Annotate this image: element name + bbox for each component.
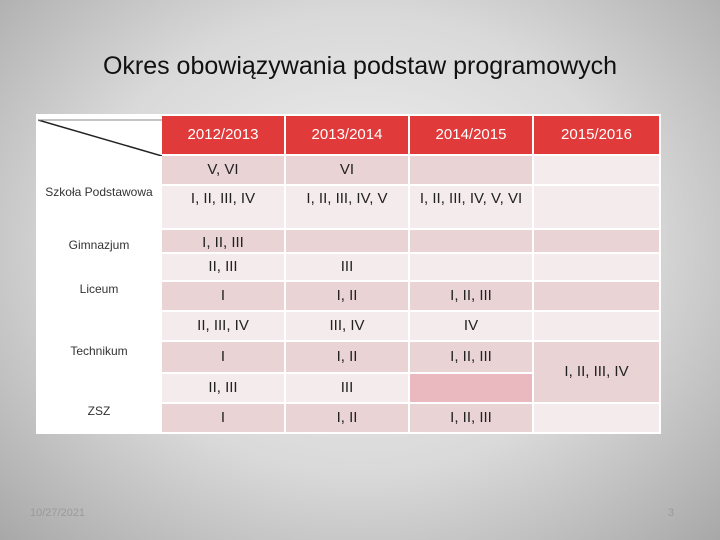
footer-date: 10/27/2021: [30, 507, 86, 519]
table-row: [37, 341, 660, 373]
year-header: 2012/2013: [161, 115, 285, 155]
table-cell: [409, 155, 533, 185]
slide-title: Okres obowiązywania podstaw programowych: [102, 52, 618, 80]
table-cell: [409, 229, 533, 253]
table-cell: III: [285, 373, 409, 403]
curriculum-table: [36, 114, 661, 434]
table-cell: I: [161, 403, 285, 433]
year-header: 2013/2014: [285, 115, 409, 155]
table-cell: [409, 373, 533, 403]
school-label-szkola: Szkoła Podstawowa: [37, 155, 161, 229]
table-cell: I, II: [285, 281, 409, 311]
table-cell: I: [161, 341, 285, 373]
table-cell: V, VI: [161, 155, 285, 185]
table-cell: [533, 185, 660, 229]
table-cell: VI: [285, 155, 409, 185]
table-cell: I, II, III, IV: [161, 185, 285, 229]
table-cell: [285, 229, 409, 253]
table-header-row: [37, 115, 660, 155]
table-cell: I, II, III: [161, 229, 285, 253]
page-number: 3: [668, 507, 675, 519]
corner-diagonal: [38, 116, 162, 156]
table-row: [37, 229, 660, 253]
corner-cell: [37, 115, 161, 155]
school-label-gimnazjum: Gimnazjum: [37, 229, 161, 281]
table-cell: [533, 155, 660, 185]
table-cell: [533, 403, 660, 433]
table-cell: III: [285, 253, 409, 281]
table-cell: [533, 229, 660, 253]
table-row: [37, 403, 660, 433]
table-cell: II, III: [161, 253, 285, 281]
table-cell: [533, 281, 660, 311]
school-label-zsz: ZSZ: [37, 403, 161, 433]
table-cell: IV: [409, 311, 533, 341]
table-cell: I, II, III, IV, V: [285, 185, 409, 229]
school-label-liceum: Liceum: [37, 281, 161, 341]
table-cell: I, II, III: [409, 281, 533, 311]
table-cell: I, II, III, IV, V, VI: [409, 185, 533, 229]
table-cell: I, II, III: [409, 341, 533, 373]
table-cell: [409, 253, 533, 281]
table-cell: I, II: [285, 403, 409, 433]
table-cell: I, II, III, IV: [533, 341, 660, 403]
table-cell: II, III, IV: [161, 311, 285, 341]
table-cell: I: [161, 281, 285, 311]
table-cell: I, II: [285, 341, 409, 373]
year-header: 2015/2016: [533, 115, 660, 155]
table-cell: III, IV: [285, 311, 409, 341]
table-cell: [533, 311, 660, 341]
school-label-technikum: Technikum: [37, 341, 161, 403]
table-cell: II, III: [161, 373, 285, 403]
table-cell: [533, 253, 660, 281]
table-row: [37, 155, 660, 185]
table-cell: I, II, III: [409, 403, 533, 433]
table-row: [37, 281, 660, 311]
year-header: 2014/2015: [409, 115, 533, 155]
